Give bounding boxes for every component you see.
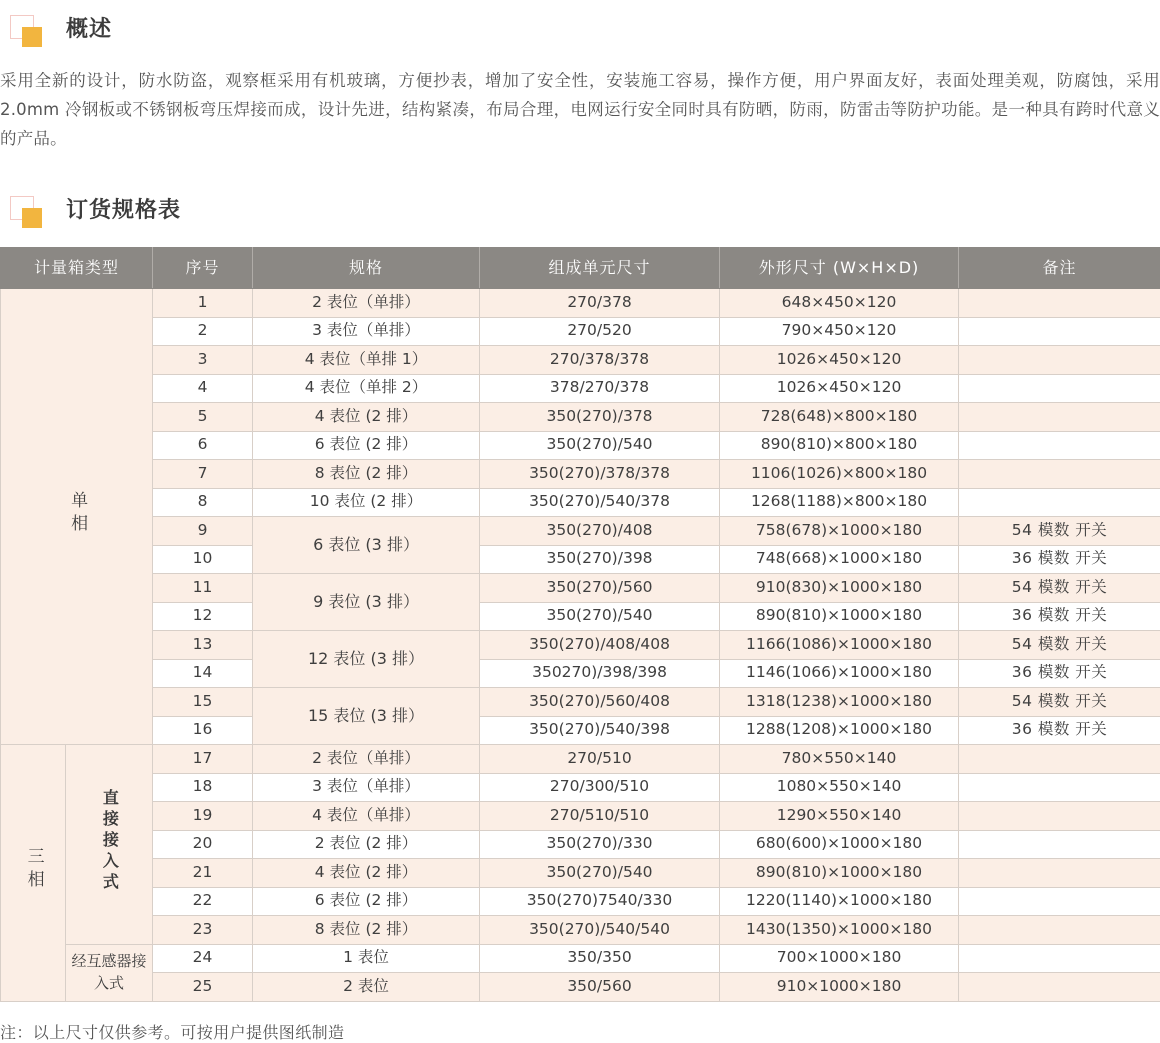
cell-overall-size: 1318(1238)×1000×180	[720, 688, 959, 717]
table-row	[1, 688, 1160, 717]
cell-unit-size: 350(270)/540	[480, 431, 720, 460]
cell-remark	[959, 317, 1160, 346]
column-header-unit-size: 组成单元尺寸	[480, 248, 720, 289]
cell-no: 22	[153, 887, 253, 916]
table-row	[1, 773, 1160, 802]
cell-spec: 3 表位（单排）	[253, 773, 480, 802]
cell-unit-size: 350/350	[480, 944, 720, 973]
cell-overall-size: 1106(1026)×800×180	[720, 460, 959, 489]
cell-spec: 3 表位（单排）	[253, 317, 480, 346]
cell-overall-size: 1026×450×120	[720, 374, 959, 403]
table-row	[1, 289, 1160, 318]
cell-remark	[959, 374, 1160, 403]
square-outline-with-solid-square-icon	[0, 195, 40, 227]
page-title-spec-table: 订货规格表	[66, 200, 181, 222]
row-group-label: 三相	[22, 847, 43, 893]
cell-remark: 54 模数 开关	[959, 631, 1160, 660]
cell-spec: 10 表位 (2 排）	[253, 488, 480, 517]
cell-unit-size: 350/560	[480, 973, 720, 1002]
overview-paragraph: 采用全新的设计，防水防盗，观察框采用有机玻璃，方便抄表，增加了安全性，安装施工容易，操作方便，用户界面友好，表面处理美观，防腐蚀，采用 2.0mm 冷钢板或不锈钢板弯压焊接而成，设计先进，结构紧凑，布局合理，电网运行安全同时具有防晒，防雨，防雷击等防护功能。是一种具有跨时代意义的产品。	[0, 66, 1160, 153]
cell-spec: 1 表位	[253, 944, 480, 973]
cell-spec: 9 表位 (3 排）	[253, 574, 480, 631]
cell-unit-size: 350(270)/540	[480, 602, 720, 631]
cell-remark	[959, 773, 1160, 802]
row-subgroup-direct-connect	[66, 745, 153, 945]
row-subgroup-ct-connect	[66, 944, 153, 1001]
cell-remark: 54 模数 开关	[959, 688, 1160, 717]
table-row	[1, 916, 1160, 945]
cell-unit-size: 350(270)/560	[480, 574, 720, 603]
cell-spec: 4 表位 (2 排）	[253, 859, 480, 888]
cell-overall-size: 748(668)×1000×180	[720, 545, 959, 574]
column-header-overall-size: 外形尺寸 (W×H×D)	[720, 248, 959, 289]
cell-unit-size: 270/520	[480, 317, 720, 346]
cell-no: 9	[153, 517, 253, 546]
cell-remark	[959, 859, 1160, 888]
table-row	[1, 317, 1160, 346]
table-row	[1, 973, 1160, 1002]
row-group-label: 单相	[66, 491, 87, 537]
cell-remark: 36 模数 开关	[959, 545, 1160, 574]
table-row	[1, 602, 1160, 631]
cell-no: 15	[153, 688, 253, 717]
cell-no: 7	[153, 460, 253, 489]
cell-spec: 15 表位 (3 排）	[253, 688, 480, 745]
row-subgroup-label: 直接接入式	[99, 789, 120, 894]
column-header-remark: 备注	[959, 248, 1160, 289]
cell-unit-size: 350(270)/408/408	[480, 631, 720, 660]
table-row	[1, 574, 1160, 603]
cell-remark: 36 模数 开关	[959, 659, 1160, 688]
row-group-single-phase	[1, 289, 153, 745]
cell-overall-size: 1288(1208)×1000×180	[720, 716, 959, 745]
table-row	[1, 346, 1160, 375]
cell-overall-size: 910(830)×1000×180	[720, 574, 959, 603]
cell-remark	[959, 944, 1160, 973]
cell-remark	[959, 431, 1160, 460]
cell-overall-size: 910×1000×180	[720, 973, 959, 1002]
cell-unit-size: 270/510/510	[480, 802, 720, 831]
cell-no: 5	[153, 403, 253, 432]
table-row	[1, 460, 1160, 489]
cell-no: 3	[153, 346, 253, 375]
cell-remark	[959, 887, 1160, 916]
cell-unit-size: 350(270)/378	[480, 403, 720, 432]
table-row	[1, 716, 1160, 745]
cell-remark	[959, 488, 1160, 517]
cell-spec: 2 表位 (2 排）	[253, 830, 480, 859]
cell-remark	[959, 460, 1160, 489]
cell-spec: 2 表位（单排）	[253, 289, 480, 318]
cell-no: 21	[153, 859, 253, 888]
cell-unit-size: 350(270)/408	[480, 517, 720, 546]
cell-no: 8	[153, 488, 253, 517]
cell-no: 18	[153, 773, 253, 802]
cell-overall-size: 890(810)×800×180	[720, 431, 959, 460]
cell-overall-size: 890(810)×1000×180	[720, 859, 959, 888]
table-row	[1, 659, 1160, 688]
cell-unit-size: 350(270)/560/408	[480, 688, 720, 717]
cell-unit-size: 350(270)7540/330	[480, 887, 720, 916]
table-row	[1, 545, 1160, 574]
cell-spec: 4 表位（单排 2）	[253, 374, 480, 403]
cell-unit-size: 350(270)/378/378	[480, 460, 720, 489]
cell-overall-size: 758(678)×1000×180	[720, 517, 959, 546]
cell-unit-size: 350(270)/540/398	[480, 716, 720, 745]
table-row	[1, 517, 1160, 546]
cell-overall-size: 728(648)×800×180	[720, 403, 959, 432]
table-header	[1, 248, 1160, 289]
cell-overall-size: 680(600)×1000×180	[720, 830, 959, 859]
table-header-row	[1, 248, 1160, 289]
cell-overall-size: 1166(1086)×1000×180	[720, 631, 959, 660]
cell-no: 11	[153, 574, 253, 603]
column-header-spec: 规格	[253, 248, 480, 289]
cell-spec: 6 表位 (3 排）	[253, 517, 480, 574]
cell-overall-size: 1080×550×140	[720, 773, 959, 802]
cell-remark: 54 模数 开关	[959, 517, 1160, 546]
cell-overall-size: 1290×550×140	[720, 802, 959, 831]
cell-no: 13	[153, 631, 253, 660]
square-solid-shape	[22, 208, 42, 228]
column-header-type: 计量箱类型	[1, 248, 153, 289]
cell-unit-size: 350(270)/398	[480, 545, 720, 574]
cell-unit-size: 270/378	[480, 289, 720, 318]
cell-spec: 6 表位 (2 排）	[253, 431, 480, 460]
cell-no: 6	[153, 431, 253, 460]
table-row	[1, 631, 1160, 660]
cell-remark	[959, 346, 1160, 375]
square-outline-with-solid-square-icon	[0, 14, 40, 46]
table-row	[1, 802, 1160, 831]
cell-remark: 36 模数 开关	[959, 716, 1160, 745]
cell-overall-size: 780×550×140	[720, 745, 959, 774]
table-row	[1, 374, 1160, 403]
section-header-spec-table	[0, 153, 1160, 227]
cell-unit-size: 270/510	[480, 745, 720, 774]
cell-no: 1	[153, 289, 253, 318]
cell-no: 19	[153, 802, 253, 831]
table-row	[1, 859, 1160, 888]
cell-spec: 6 表位 (2 排）	[253, 887, 480, 916]
cell-remark	[959, 916, 1160, 945]
cell-overall-size: 648×450×120	[720, 289, 959, 318]
cell-remark	[959, 802, 1160, 831]
cell-no: 4	[153, 374, 253, 403]
cell-unit-size: 350(270)/540/378	[480, 488, 720, 517]
cell-overall-size: 890(810)×1000×180	[720, 602, 959, 631]
table-row	[1, 431, 1160, 460]
cell-no: 14	[153, 659, 253, 688]
cell-overall-size: 1026×450×120	[720, 346, 959, 375]
cell-no: 16	[153, 716, 253, 745]
cell-no: 17	[153, 745, 253, 774]
cell-spec: 12 表位 (3 排）	[253, 631, 480, 688]
cell-unit-size: 378/270/378	[480, 374, 720, 403]
cell-no: 24	[153, 944, 253, 973]
cell-spec: 2 表位	[253, 973, 480, 1002]
cell-remark: 54 模数 开关	[959, 574, 1160, 603]
table-row	[1, 887, 1160, 916]
table-row	[1, 830, 1160, 859]
cell-unit-size: 270/378/378	[480, 346, 720, 375]
cell-spec: 4 表位 (2 排）	[253, 403, 480, 432]
cell-no: 20	[153, 830, 253, 859]
cell-spec: 8 表位 (2 排）	[253, 460, 480, 489]
cell-overall-size: 1146(1066)×1000×180	[720, 659, 959, 688]
cell-remark	[959, 403, 1160, 432]
table-row	[1, 488, 1160, 517]
cell-unit-size: 350(270)/540/540	[480, 916, 720, 945]
cell-remark	[959, 745, 1160, 774]
table-body	[1, 289, 1160, 1002]
cell-overall-size: 1268(1188)×800×180	[720, 488, 959, 517]
column-header-no: 序号	[153, 248, 253, 289]
cell-unit-size: 350(270)/330	[480, 830, 720, 859]
cell-spec: 8 表位 (2 排）	[253, 916, 480, 945]
cell-spec: 4 表位（单排）	[253, 802, 480, 831]
spec-table-container	[0, 247, 1160, 1002]
cell-overall-size: 1430(1350)×1000×180	[720, 916, 959, 945]
cell-no: 10	[153, 545, 253, 574]
page-title-overview: 概述	[66, 19, 112, 41]
cell-no: 23	[153, 916, 253, 945]
cell-overall-size: 700×1000×180	[720, 944, 959, 973]
square-solid-shape	[22, 27, 42, 47]
section-header-overview	[0, 0, 1160, 46]
cell-unit-size: 270/300/510	[480, 773, 720, 802]
cell-spec: 4 表位（单排 1）	[253, 346, 480, 375]
cell-no: 25	[153, 973, 253, 1002]
cell-remark: 36 模数 开关	[959, 602, 1160, 631]
cell-overall-size: 1220(1140)×1000×180	[720, 887, 959, 916]
cell-overall-size: 790×450×120	[720, 317, 959, 346]
cell-remark	[959, 830, 1160, 859]
table-row	[1, 403, 1160, 432]
order-spec-table	[0, 247, 1160, 1002]
cell-remark	[959, 973, 1160, 1002]
row-subgroup-label: 经互感器接入式	[70, 951, 148, 995]
cell-spec: 2 表位（单排）	[253, 745, 480, 774]
cell-unit-size: 350(270)/540	[480, 859, 720, 888]
table-footnote: 注：以上尺寸仅供参考。可按用户提供图纸制造	[0, 1020, 1160, 1043]
table-row	[1, 944, 1160, 973]
cell-unit-size: 350270)/398/398	[480, 659, 720, 688]
table-row	[1, 745, 1160, 774]
row-group-three-phase	[1, 745, 66, 1002]
cell-remark	[959, 289, 1160, 318]
cell-no: 2	[153, 317, 253, 346]
cell-no: 12	[153, 602, 253, 631]
